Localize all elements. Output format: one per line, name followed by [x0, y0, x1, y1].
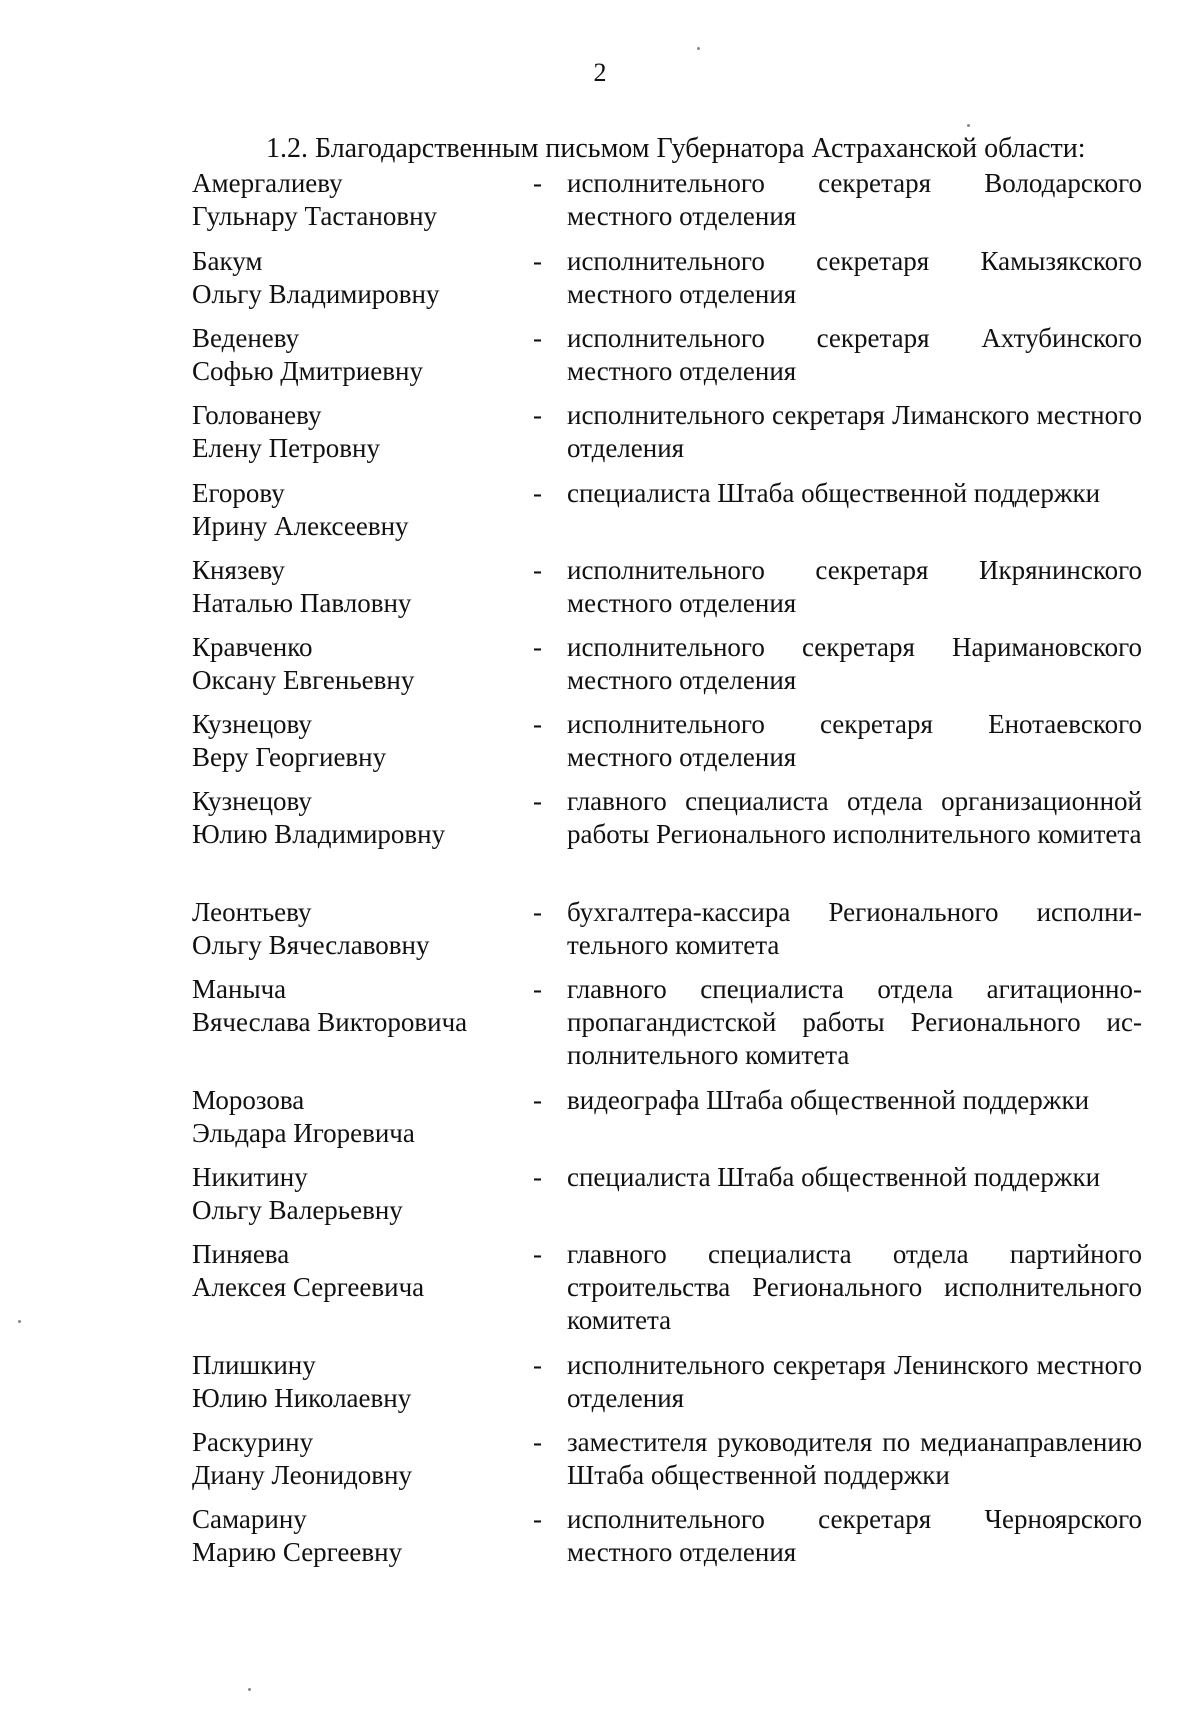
entry-dash: -: [533, 1350, 542, 1380]
recipient-surname: Никитину: [192, 1162, 308, 1192]
page-number: 2: [593, 58, 607, 87]
entry-dash: -: [533, 974, 542, 1004]
recipient-position: исполнительного секретаря Наримановского местного отделения: [567, 632, 1142, 695]
recipient-name: [192, 973, 522, 1039]
award-entry: [0, 399, 1200, 471]
recipient-surname: Веденеву: [192, 323, 300, 353]
recipient-given-names: Ольгу Владимировну: [192, 279, 440, 309]
entry-dash: -: [533, 1162, 542, 1192]
award-entry: [0, 785, 1200, 890]
recipient-surname: Леонтьеву: [192, 897, 312, 927]
entry-dash: -: [533, 400, 542, 430]
entry-dash: -: [533, 897, 542, 927]
recipient-given-names: Софью Дмитриевну: [192, 356, 423, 386]
recipient-position: исполнительного секретаря Ленинского местного отделения: [567, 1350, 1142, 1413]
recipient-name: [192, 1238, 522, 1304]
recipient-position: исполнительного секретаря Лиманского местного отделения: [567, 400, 1142, 463]
recipient-given-names: Юлию Николаевну: [192, 1383, 412, 1413]
entry-dash: -: [533, 709, 542, 739]
recipient-position: бухгалтера-кассира Регионального исполнительного комитета: [567, 897, 1142, 960]
entry-dash: -: [533, 1239, 542, 1269]
recipient-surname: Самарину: [192, 1504, 307, 1534]
award-entry: [0, 167, 1200, 239]
recipient-given-names: Гульнару Тастановну: [192, 201, 438, 231]
award-entry: [0, 708, 1200, 780]
award-entry: [0, 1503, 1200, 1575]
scan-speck: [248, 1688, 251, 1691]
entry-dash: -: [533, 786, 542, 816]
recipient-given-names: Веру Георгиевну: [192, 742, 387, 772]
recipient-given-names: Ирину Алексеевну: [192, 511, 409, 541]
scan-speck: [18, 1320, 21, 1323]
recipient-position: исполнительного секретаря Камызякского местного отделения: [567, 246, 1142, 309]
recipient-surname: Раскурину: [192, 1427, 314, 1457]
entry-dash: -: [533, 246, 542, 276]
scan-speck: [697, 47, 700, 50]
recipient-position: видеографа Штаба общественной поддержки: [567, 1085, 1090, 1115]
recipient-name: [192, 245, 522, 311]
recipient-name: [192, 167, 522, 233]
recipient-position: главного специалиста отдела организационной работы Регионального исполнительного комитета: [567, 786, 1142, 849]
recipient-surname: Плишкину: [192, 1350, 316, 1380]
recipient-given-names: Наталью Павловну: [192, 588, 412, 618]
recipient-given-names: Алексея Сергеевича: [192, 1272, 425, 1302]
award-entry: [0, 322, 1200, 394]
recipient-given-names: Юлию Владимировну: [192, 819, 446, 849]
recipient-given-names: Оксану Евгеньевну: [192, 665, 415, 695]
award-entry: [0, 1238, 1200, 1343]
award-entry: [0, 1426, 1200, 1498]
recipient-given-names: Вячеслава Викторовича: [192, 1007, 468, 1037]
recipient-given-names: Эльдара Игоревича: [192, 1118, 415, 1148]
recipient-name: [192, 554, 522, 620]
recipient-name: [192, 1161, 522, 1227]
award-entry: [0, 1084, 1200, 1156]
recipient-position: исполнительного секретаря Енотаевского местного отделения: [567, 709, 1142, 772]
entry-dash: -: [533, 632, 542, 662]
section-heading: 1.2. Благодарственным письмом Губернатора Астраханской области:: [266, 133, 1086, 164]
scan-speck: [967, 124, 970, 127]
recipient-given-names: Елену Петровну: [192, 433, 380, 463]
entry-dash: -: [533, 1504, 542, 1534]
recipient-position: специалиста Штаба общественной поддержки: [567, 478, 1101, 508]
recipient-position: исполнительного секретаря Черноярского местного отделения: [567, 1504, 1142, 1567]
recipient-name: [192, 785, 522, 851]
recipient-position: исполнительного секретаря Икрянинского местного отделения: [567, 555, 1142, 618]
recipient-name: [192, 1084, 522, 1150]
award-entry: [0, 896, 1200, 968]
entry-dash: -: [533, 168, 542, 198]
award-entry: [0, 245, 1200, 317]
recipient-name: [192, 322, 522, 388]
award-entry: [0, 554, 1200, 626]
award-entry: [0, 631, 1200, 703]
recipient-given-names: Ольгу Вячеславовну: [192, 930, 430, 960]
recipient-name: [192, 708, 522, 774]
recipient-given-names: Диану Леонидовну: [192, 1460, 412, 1490]
recipient-position: исполнительного секретаря Ахтубинского местного отделения: [567, 323, 1142, 386]
recipient-surname: Маныча: [192, 974, 287, 1004]
recipient-position: заместителя руководителя по медианаправлению Штаба общественной поддержки: [567, 1427, 1142, 1490]
recipient-name: [192, 399, 522, 465]
recipient-name: [192, 1426, 522, 1492]
recipient-name: [192, 896, 522, 962]
award-entry: [0, 973, 1200, 1078]
award-entry: [0, 477, 1200, 549]
recipient-surname: Кузнецову: [192, 709, 312, 739]
recipient-surname: Пиняева: [192, 1239, 290, 1269]
recipient-surname: Егорову: [192, 478, 285, 508]
entry-dash: -: [533, 323, 542, 353]
award-entry: [0, 1349, 1200, 1421]
recipient-position: исполнительного секретаря Володарского местного отделения: [567, 168, 1142, 231]
entry-dash: -: [533, 555, 542, 585]
recipient-name: [192, 1503, 522, 1569]
award-entry: [0, 1161, 1200, 1233]
recipient-surname: Кравченко: [192, 632, 313, 662]
recipient-name: [192, 631, 522, 697]
recipient-surname: Морозова: [192, 1085, 305, 1115]
recipient-given-names: Марию Сергеевну: [192, 1537, 403, 1567]
recipient-name: [192, 1349, 522, 1415]
recipient-surname: Князеву: [192, 555, 285, 585]
recipient-surname: Голованеву: [192, 400, 322, 430]
recipient-given-names: Ольгу Валерьевну: [192, 1195, 403, 1225]
recipient-position: главного специалиста отдела партийного строительства Регионального исполнительного комитета: [567, 1239, 1142, 1335]
entry-dash: -: [533, 1085, 542, 1115]
entry-dash: -: [533, 478, 542, 508]
recipient-position: специалиста Штаба общественной поддержки: [567, 1162, 1101, 1192]
recipient-name: [192, 477, 522, 543]
recipient-surname: Бакум: [192, 246, 263, 276]
recipient-position: главного специалиста отдела агитационно-пропагандистской работы Регионального исполнительного комитета: [567, 974, 1142, 1070]
entry-dash: -: [533, 1427, 542, 1457]
recipient-surname: Амергалиеву: [192, 168, 343, 198]
recipient-surname: Кузнецову: [192, 786, 312, 816]
